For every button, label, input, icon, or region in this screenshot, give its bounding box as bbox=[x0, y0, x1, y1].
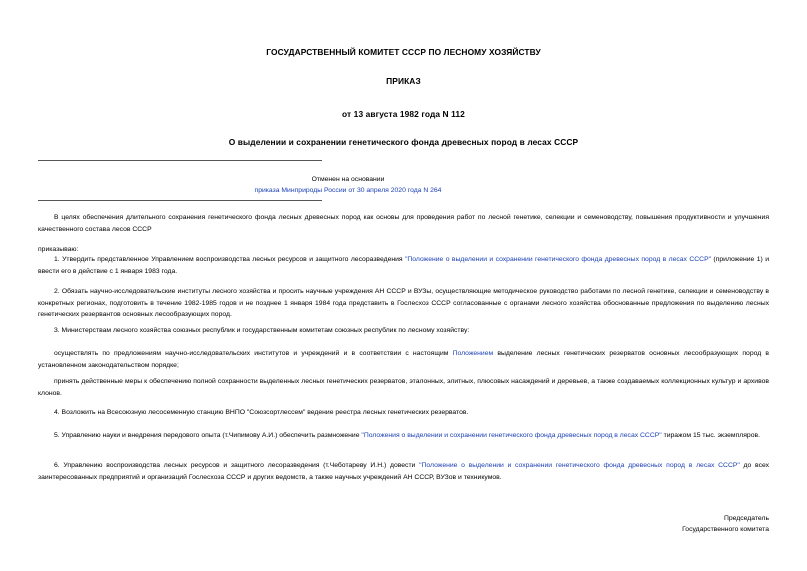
divider-top bbox=[38, 160, 322, 161]
committee-heading: ГОСУДАРСТВЕННЫЙ КОМИТЕТ СССР ПО ЛЕСНОМУ ХОЗЯЙСТВУ bbox=[266, 47, 541, 57]
paragraph-2: 2. Обязать научно-исследовательские институты лесного хозяйства и просить научные учреждения АН СССР и ВУЗы, осуществляющие методическое руководство работами по лесной генетике, селекции и семеноводству в конкретных регионах, подготовить в течение 1982-1985 годов и не позднее 1 января 1984 года представить в Гослесхоз СССР согласованные с органами лесного хозяйства обоснованные предложения по выделению лесных генетических резервантов основных лесообразующих пород. bbox=[38, 288, 769, 318]
paragraph-1-text: 1. Утвердить представленное Управлением воспроизводства лесных ресурсов и защитного лесоразведения bbox=[54, 256, 405, 263]
date-number: от 13 августа 1982 года N 112 bbox=[342, 109, 465, 119]
order-word: приказываю: bbox=[38, 246, 79, 253]
regulation-link-1[interactable]: "Положение о выделении и сохранении генетического фонда древесных пород в лесах СССР" bbox=[404, 256, 712, 263]
document-title: О выделении и сохранении генетического фонда древесных пород в лесах СССР bbox=[228, 137, 579, 147]
paragraph-1-tail: (приложение 1) и ввести его в действие с 1 января 1983 года. bbox=[38, 256, 769, 275]
divider-bottom bbox=[38, 200, 322, 201]
regulation-link-4[interactable]: "Положение о выделении и сохранении генетического фонда древесных пород в лесах СССР" bbox=[419, 462, 740, 469]
regulation-link-2[interactable]: Положением bbox=[452, 350, 494, 357]
regulation-link-3[interactable]: "Положения о выделении и сохранении генетического фонда древесных пород в лесах СССР" bbox=[361, 432, 662, 439]
intro-paragraph: В целях обеспечения длительного сохранения генетического фонда лесных древесных пород как основы для проведения работ по лесной генетике, селекции и семеноводству, повышения продуктивности и улучшения качественного состава лесов СССР bbox=[38, 214, 769, 233]
paragraph-5-text: 5. Управлению науки и внедрения передового опыта (т.Чипимову А.И.) обеспечить размножение bbox=[54, 432, 362, 439]
signature-block bbox=[682, 513, 769, 535]
order-heading: ПРИКАЗ bbox=[386, 76, 421, 86]
paragraph-6-tail: до всех заинтересованных предприятий и организаций Гослесхоза СССР и других ведомств, а также научных учреждений АН СССР, ВУЗов и техникумов. bbox=[38, 462, 769, 481]
paragraph-3a-tail: выделение лесных генетических резерватов основных лесообразующих пород в установленном законодательством порядке; bbox=[38, 350, 769, 369]
signature-title: Председатель bbox=[724, 515, 769, 522]
signature-organization: Государственного комитета bbox=[682, 526, 769, 533]
paragraph-3b: принять действенные меры к обеспечению полной сохранности выделенных лесных генетических резерватов, эталонных, элитных, плюсовых насаждений и деревьев, а также создаваемых коллекционных культур и архивов клонов. bbox=[38, 378, 769, 397]
cancel-note bbox=[188, 174, 508, 196]
paragraph-3: 3. Министерствам лесного хозяйства союзных республик и государственным комитетам союзных республик по лесному хозяйству: bbox=[54, 327, 470, 334]
paragraph-3a-text: осуществлять по предложениям научно-исследовательских институтов и учреждений и в соответствии с настоящим bbox=[54, 350, 453, 357]
cancel-note-text: Отменен на основании bbox=[311, 176, 385, 183]
paragraph-1 bbox=[38, 254, 769, 277]
paragraph-3a bbox=[38, 348, 769, 371]
cancel-order-link[interactable]: приказа Минприроды России от 30 апреля 2020 года N 264 bbox=[254, 187, 442, 194]
paragraph-6 bbox=[38, 460, 769, 483]
paragraph-5 bbox=[38, 430, 769, 442]
paragraph-6-text: 6. Управлению воспроизводства лесных ресурсов и защитного лесоразведения (т.Чеботареву И.Н.) довести bbox=[54, 462, 420, 469]
paragraph-4: 4. Возложить на Всесоюзную лесосеменную станцию ВНПО "Союзсортлессем" ведение реестра лесных генетических резерватов. bbox=[54, 409, 469, 416]
paragraph-5-tail: тиражом 15 тыс. экземпляров. bbox=[661, 432, 760, 439]
